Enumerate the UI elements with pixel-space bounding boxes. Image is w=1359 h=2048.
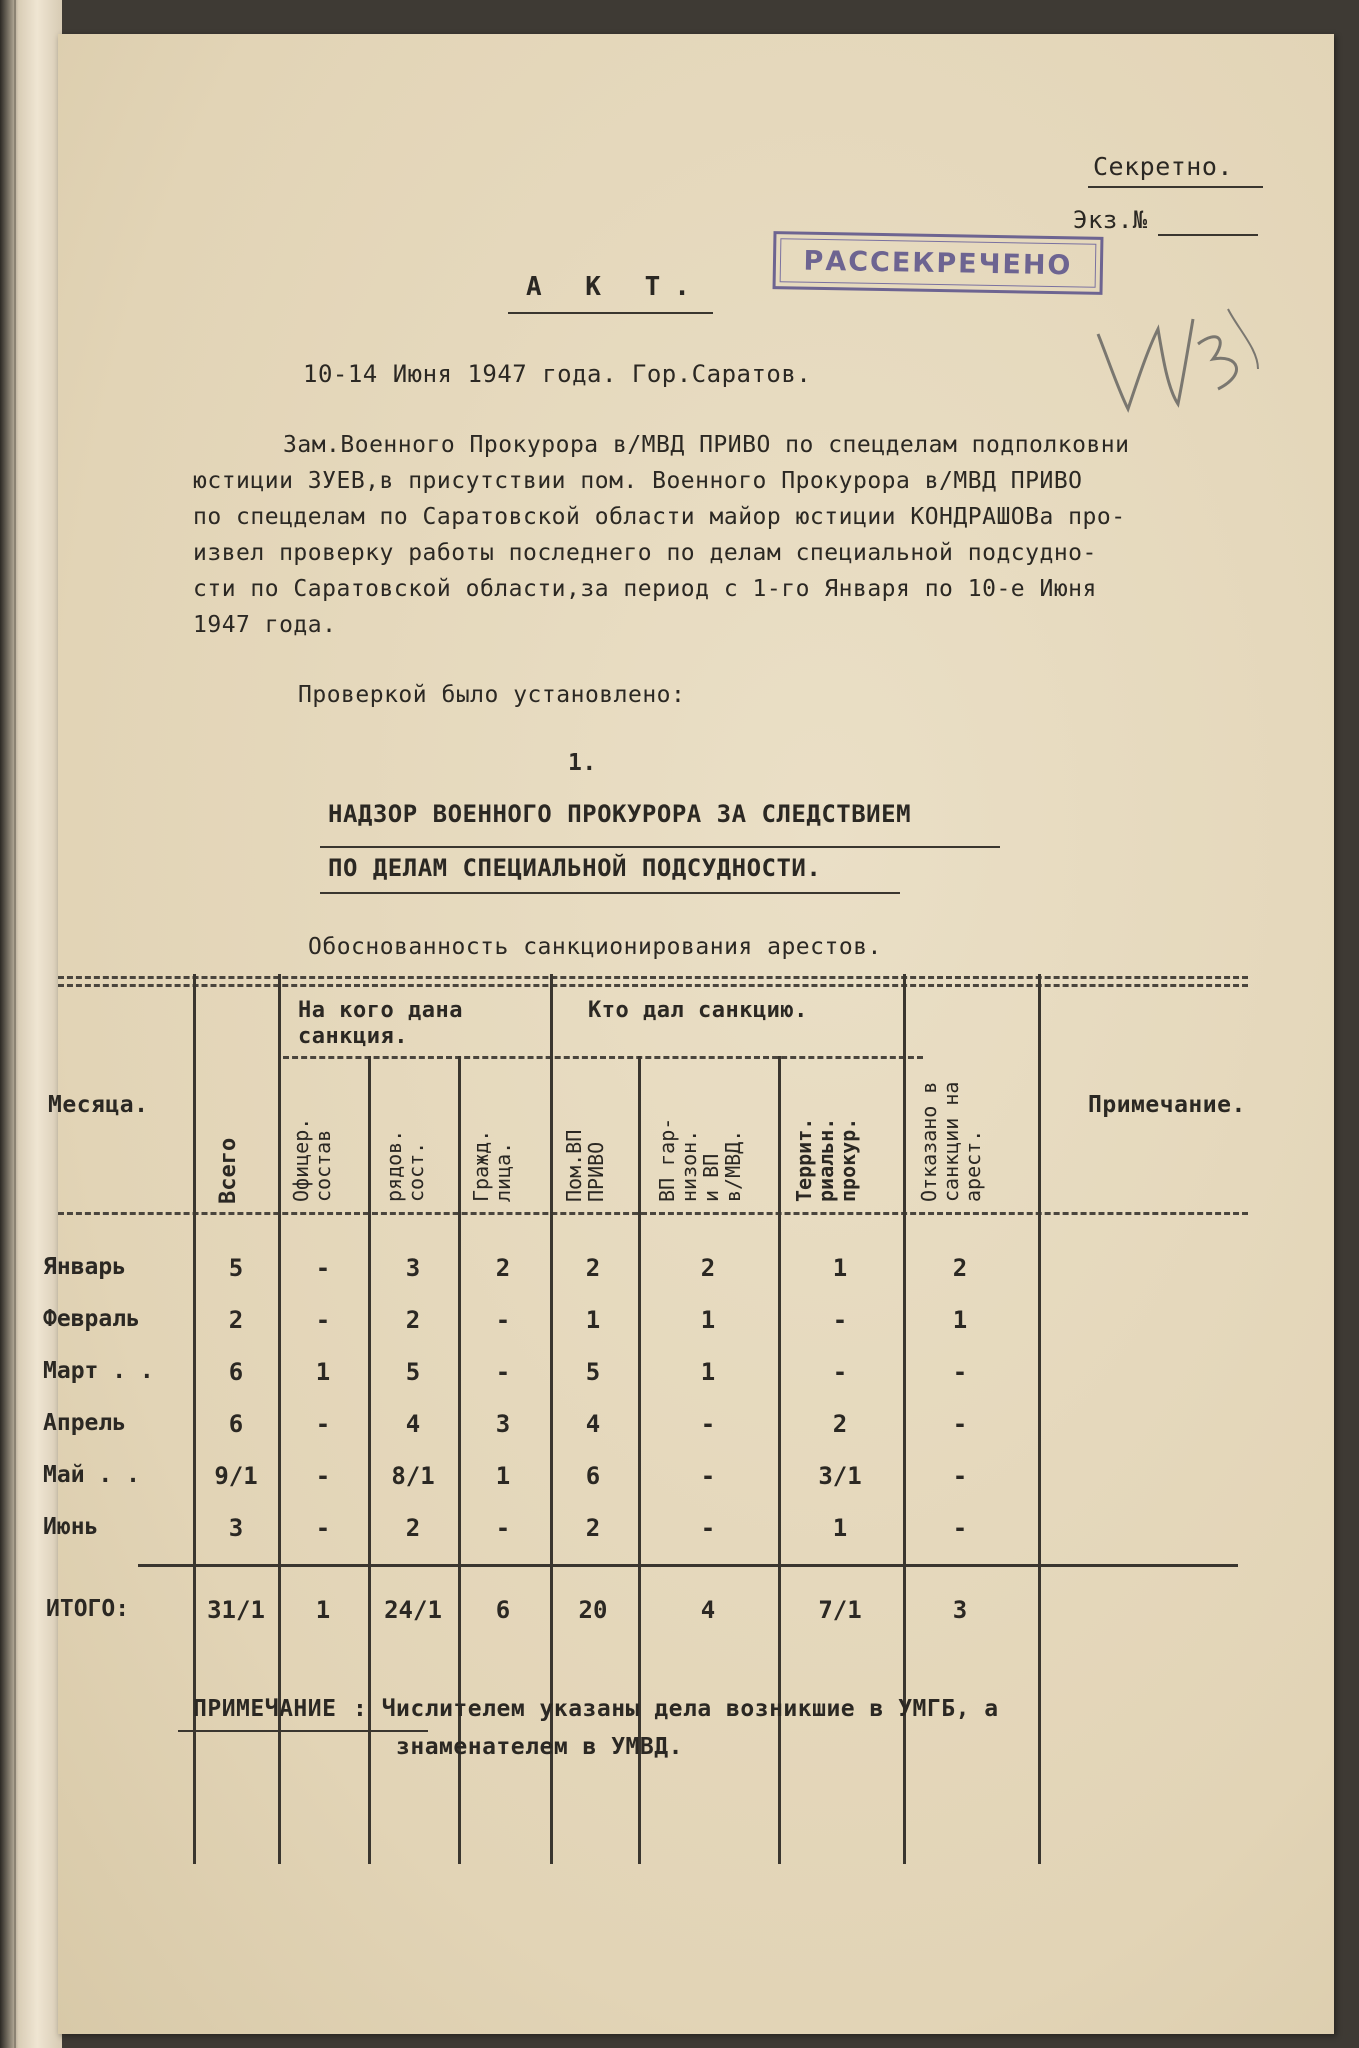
col-header-month: Месяца.	[48, 1092, 149, 1118]
cell-garrison: -	[700, 1462, 716, 1490]
header-bottom-border	[58, 1212, 1248, 1215]
cell-territorial: 1	[832, 1254, 848, 1282]
group-header-who: На кого дана санкция.	[298, 998, 463, 1049]
title-underline	[508, 312, 713, 314]
row-month: Май . .	[43, 1462, 140, 1488]
established-line: Проверкой было установлено:	[298, 682, 686, 708]
cell-officers: -	[315, 1306, 331, 1334]
cell-garrison: 1	[700, 1306, 716, 1334]
cell-rank: 5	[405, 1358, 421, 1386]
body-line: Зам.Военного Прокурора в/МВД ПРИВО по спецделам подполковни	[283, 432, 1130, 458]
row-month: Февраль	[43, 1306, 140, 1332]
subheader-divider	[283, 1056, 923, 1059]
note-text-2: знаменателем в УМВД.	[396, 1734, 683, 1760]
cell-total: 3	[228, 1514, 244, 1542]
col-header-rank: рядов. сост.	[382, 1129, 428, 1202]
total-pom: 20	[578, 1596, 608, 1624]
total-officers: 1	[315, 1596, 331, 1624]
cell-territorial: -	[832, 1306, 848, 1334]
table-caption: Обоснованность санкционирования арестов.	[308, 934, 882, 960]
cell-rank: 2	[405, 1514, 421, 1542]
cell-refused: -	[952, 1462, 968, 1490]
total-rank: 24/1	[384, 1596, 442, 1624]
table-top-border	[58, 976, 1248, 979]
col-divider	[1038, 974, 1041, 1864]
section-title-1: НАДЗОР ВОЕННОГО ПРОКУРОРА ЗА СЛЕДСТВИЕМ	[328, 800, 912, 828]
body-line: извел проверку работы последнего по делам специальной подсудно-	[193, 540, 1097, 566]
col-header-note: Примечание.	[1088, 1092, 1246, 1118]
body-line: сти по Саратовской области,за период с 1-го Января по 10-е Июня	[193, 576, 1097, 602]
row-month: Март . .	[43, 1358, 154, 1384]
cell-civil: -	[495, 1306, 511, 1334]
cell-pom: 2	[585, 1514, 601, 1542]
binder-edge	[0, 0, 62, 2048]
cell-garrison: -	[700, 1514, 716, 1542]
cell-territorial: -	[832, 1358, 848, 1386]
note-label-underline	[178, 1730, 428, 1732]
body-line: 1947 года.	[193, 612, 337, 638]
total-garrison: 4	[700, 1596, 716, 1624]
cell-refused: 2	[952, 1254, 968, 1282]
col-header-refused: Отказано в санкции на арест.	[917, 1081, 985, 1202]
note-label: ПРИМЕЧАНИЕ	[193, 1696, 337, 1722]
binder-line	[14, 0, 16, 2048]
col-header-garrison: ВП гар- низон. и ВП в/МВД.	[655, 1117, 745, 1202]
row-month: Июнь	[43, 1514, 99, 1540]
cell-garrison: 2	[700, 1254, 716, 1282]
cell-refused: -	[952, 1514, 968, 1542]
cell-officers: 1	[315, 1358, 331, 1386]
cell-garrison: 1	[700, 1358, 716, 1386]
cell-rank: 2	[405, 1306, 421, 1334]
cell-officers: -	[315, 1410, 331, 1438]
copy-number-label: Экз.№	[1073, 206, 1148, 234]
row-month: Апрель	[43, 1410, 127, 1436]
col-divider	[903, 974, 906, 1864]
total-territorial: 7/1	[818, 1596, 862, 1624]
col-header-officers: Офицер. состав	[289, 1117, 335, 1202]
totals-label: ИТОГО:	[46, 1596, 130, 1622]
cell-rank: 3	[405, 1254, 421, 1282]
col-header-total: Всего	[216, 1137, 241, 1204]
note-text-1: : Числителем указаны дела возникшие в УМГБ, а	[353, 1696, 999, 1722]
cell-total: 5	[228, 1254, 244, 1282]
cell-pom: 2	[585, 1254, 601, 1282]
col-header-territorial: Террит. риальн. прокур.	[792, 1117, 860, 1202]
cell-pom: 6	[585, 1462, 601, 1490]
row-month: Январь	[43, 1254, 127, 1280]
col-header-civil: Гражд. лица.	[469, 1129, 515, 1202]
cell-officers: -	[315, 1462, 331, 1490]
totals-divider	[138, 1564, 1238, 1567]
cell-civil: 2	[495, 1254, 511, 1282]
section-number: 1.	[568, 750, 597, 776]
cell-territorial: 3/1	[818, 1462, 862, 1490]
cell-total: 9/1	[214, 1462, 258, 1490]
declassified-stamp: РАССЕКРЕЧЕНО	[773, 231, 1104, 295]
cell-refused: -	[952, 1410, 968, 1438]
col-divider	[368, 1056, 371, 1864]
group-header-by: Кто дал санкцию.	[588, 998, 808, 1023]
col-divider	[778, 1056, 781, 1864]
cell-garrison: -	[700, 1410, 716, 1438]
cell-total: 6	[228, 1410, 244, 1438]
col-header-pom: Пом.ВП ПРИВО	[562, 1129, 608, 1202]
secret-underline	[1088, 186, 1263, 188]
cell-civil: 3	[495, 1410, 511, 1438]
copy-number-line	[1158, 234, 1258, 236]
body-line: юстиции ЗУЕВ,в присутствии пом. Военного Прокурора в/МВД ПРИВО	[193, 468, 1083, 494]
cell-refused: 1	[952, 1306, 968, 1334]
total-refused: 3	[952, 1596, 968, 1624]
cell-pom: 4	[585, 1410, 601, 1438]
total-civil: 6	[495, 1596, 511, 1624]
cell-civil: -	[495, 1358, 511, 1386]
document-page	[43, 34, 1334, 2034]
cell-refused: -	[952, 1358, 968, 1386]
cell-total: 6	[228, 1358, 244, 1386]
cell-territorial: 2	[832, 1410, 848, 1438]
cell-rank: 8/1	[391, 1462, 435, 1490]
date-place: 10-14 Июня 1947 года. Гор.Саратов.	[303, 360, 812, 388]
cell-civil: -	[495, 1514, 511, 1542]
section-title-2-underline	[320, 892, 900, 894]
cell-territorial: 1	[832, 1514, 848, 1542]
cell-rank: 4	[405, 1410, 421, 1438]
cell-officers: -	[315, 1254, 331, 1282]
secret-label: Секретно.	[1093, 152, 1233, 181]
cell-pom: 5	[585, 1358, 601, 1386]
cell-officers: -	[315, 1514, 331, 1542]
handwritten-signature	[1088, 289, 1268, 439]
body-line: по спецделам по Саратовской области майор юстиции КОНДРАШОВа про-	[193, 504, 1126, 530]
cell-total: 2	[228, 1306, 244, 1334]
cell-pom: 1	[585, 1306, 601, 1334]
document-title: А К Т.	[526, 272, 704, 302]
section-title-2: ПО ДЕЛАМ СПЕЦИАЛЬНОЙ ПОДСУДНОСТИ.	[328, 854, 822, 882]
total-all: 31/1	[207, 1596, 265, 1624]
cell-civil: 1	[495, 1462, 511, 1490]
section-title-1-underline	[320, 846, 1000, 848]
table-top-border-2	[58, 984, 1248, 987]
